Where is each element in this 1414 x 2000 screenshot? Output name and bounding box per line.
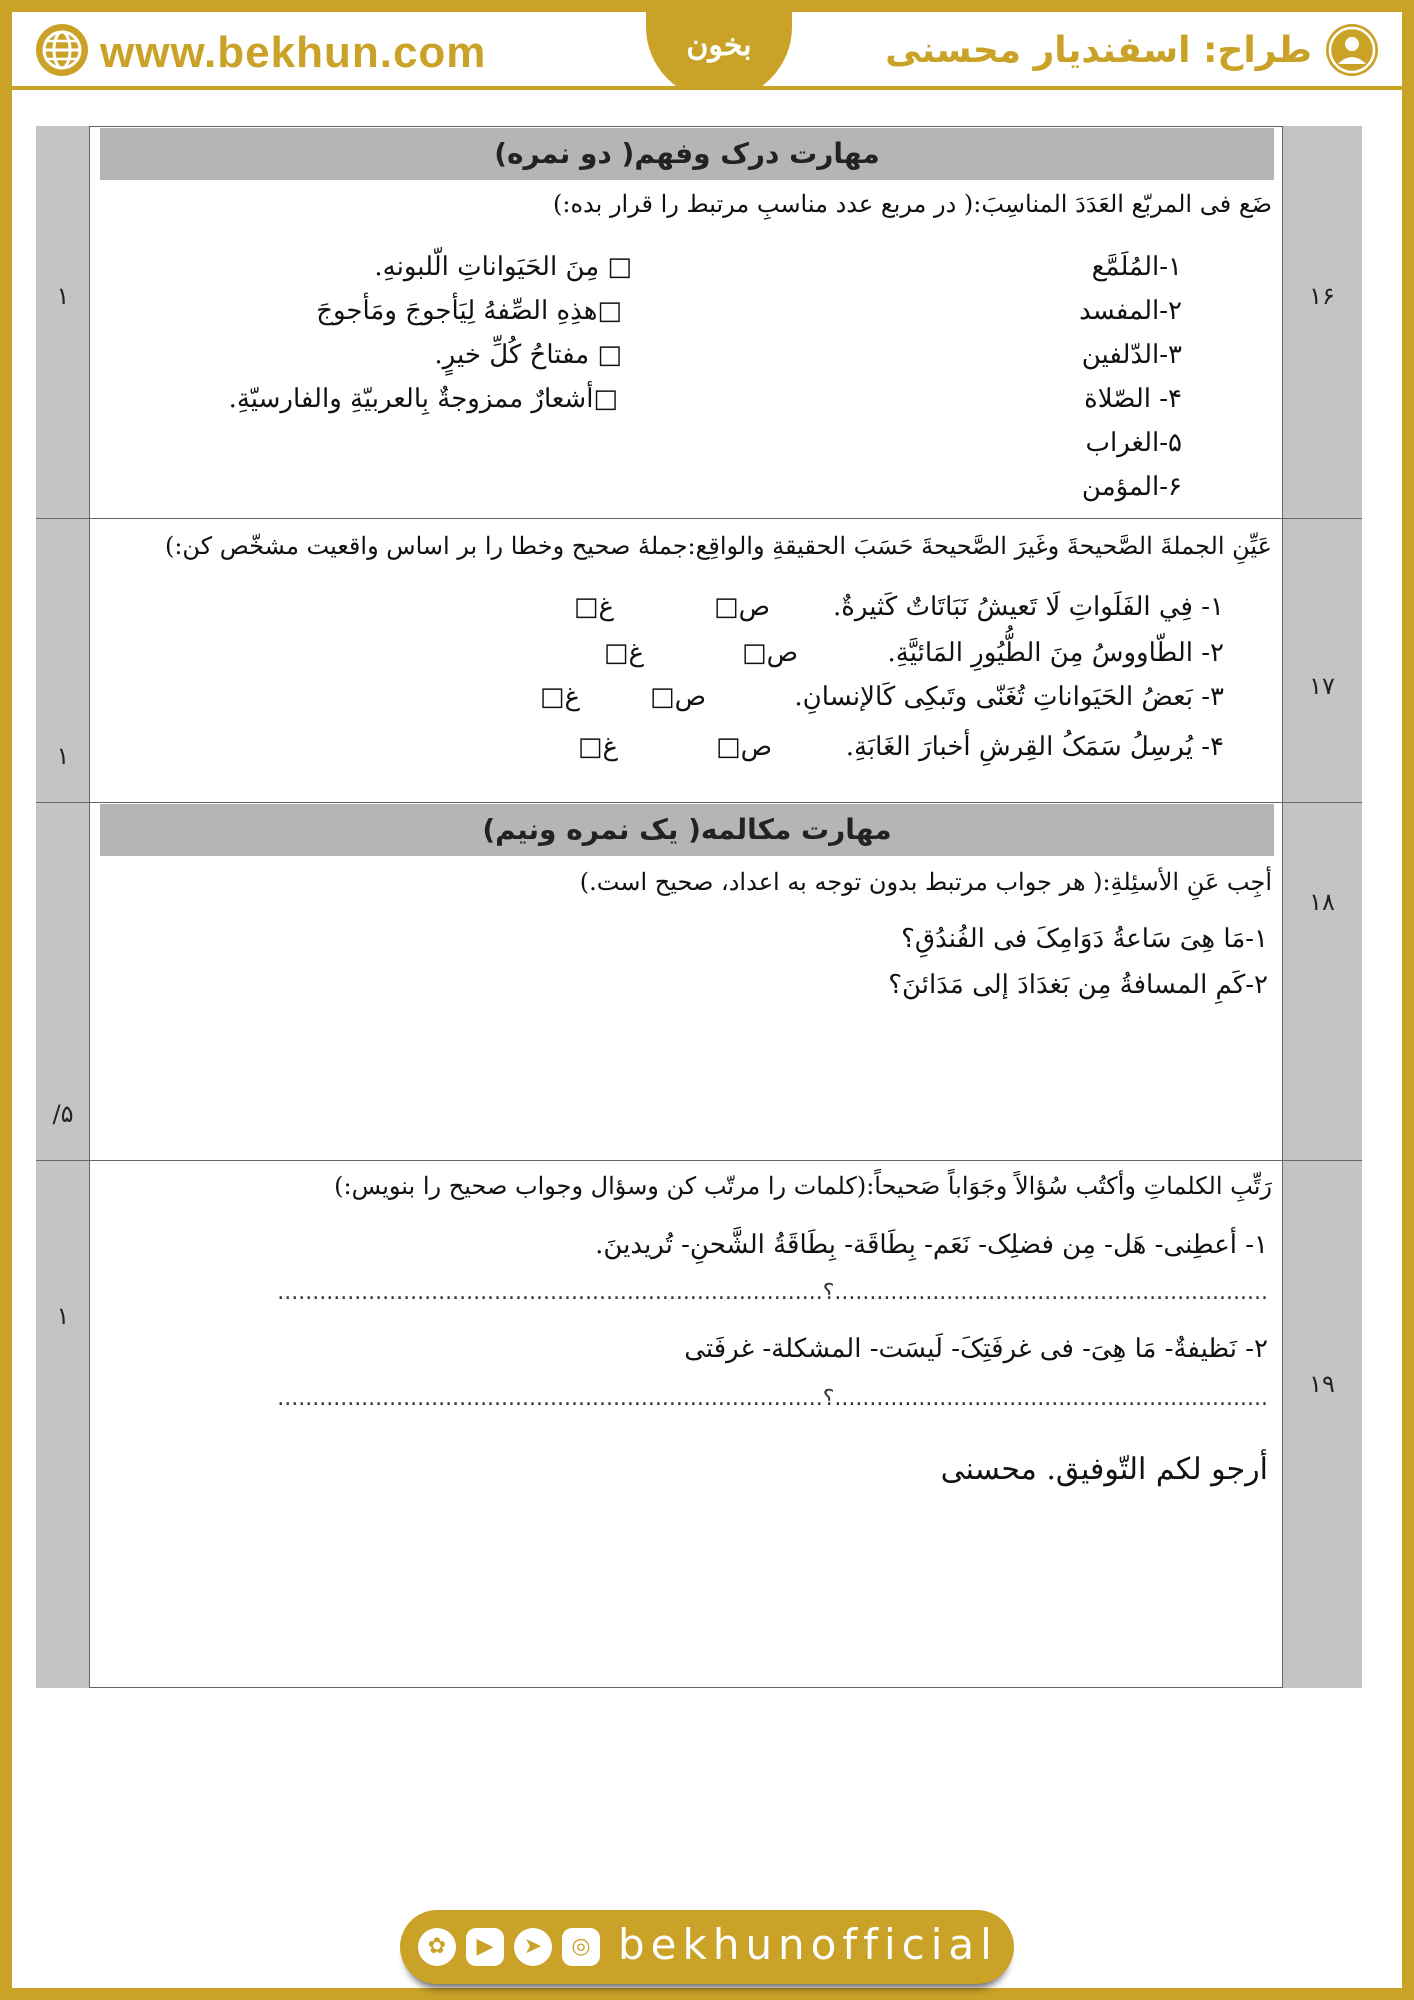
question-item: ۱-مَا هِیَ سَاعةُ دَوَامِکَ فی الفُندُقِ؟	[901, 924, 1268, 954]
telegram-icon[interactable]: ➤	[514, 1928, 552, 1966]
match-right-item[interactable]: □ مِنَ الحَیَواناتِ الّلبونهِ.	[374, 252, 632, 282]
site-url[interactable]: www.bekhun.com	[100, 28, 487, 77]
false-checkbox[interactable]: غ□	[577, 732, 618, 762]
question-number: ۱۸	[1309, 888, 1335, 916]
match-left-item: ۲-المفسد	[1079, 296, 1182, 326]
question-item: ۱- أعطِنی- هَل- مِن فضلِک- نَعَم- بِطَاقَة- بِطَاقَةُ الشَّحنِ- تُریدینَ.	[595, 1230, 1268, 1260]
youtube-icon[interactable]: ▶	[466, 1928, 504, 1966]
film-reel-icon[interactable]: ✿	[418, 1928, 456, 1966]
author-name: طراح: اسفندیار محسنی	[885, 30, 1312, 71]
question-instruction: ضَع فی المربّع العَدَدَ المناسِبَ:( در مربع عدد مناسبِ مرتبط را قرار بده:)	[553, 190, 1272, 218]
question-number: ۱۶	[1309, 282, 1335, 310]
row-divider	[36, 518, 1362, 519]
match-left-item: ۶-المؤمن	[1081, 472, 1182, 502]
true-false-item: ۲- الطّاووسُ مِنَ الطُّیُورِ المَائیَّةِ.	[887, 638, 1224, 668]
question-score: ۱	[56, 282, 70, 310]
instagram-icon[interactable]: ◎	[562, 1928, 600, 1966]
true-checkbox[interactable]: ص□	[742, 638, 798, 668]
closing-note: أرجو لكم التّوفیق. محسنی	[940, 1452, 1268, 1487]
match-right-item[interactable]: □أشعارٌ ممزوجةٌ بِالعربیّةِ والفارسیّةِ.	[228, 384, 618, 414]
match-right-item[interactable]: □ مفتاحُ كُلِّ خیرٍ.	[434, 340, 622, 370]
question-number: ۱۷	[1309, 672, 1335, 700]
true-false-item: ۴- یُرسِلُ سَمَکُ القِرشِ أخبارَ الغَابَةِ.	[845, 732, 1224, 762]
false-checkbox[interactable]: غ□	[573, 592, 614, 622]
question-item: ۲-کَمِ المسافةُ مِن بَغدَادَ إلی مَدَائنَ؟	[888, 970, 1268, 1000]
logo-text: بخون	[686, 28, 752, 63]
true-false-item: ۳- بَعضُ الحَیَواناتِ تُغَنّی وتَبکِی کَالإنسانِ.	[794, 682, 1224, 712]
question-score: ۱	[56, 742, 70, 770]
match-right-item[interactable]: □هذِهِ الصِّفهُ لِیَأجوجَ ومَأجوجَ	[316, 296, 622, 326]
true-false-item: ۱- فِي الفَلَواتِ لَا تَعیشُ نَبَاتَاتٌ كَثیرةٌ.	[832, 592, 1224, 622]
question-instruction: أجِب عَنِ الأسئِلةِ:( هر جواب مرتبط بدون توجه به اعداد، صحیح است.)	[579, 868, 1272, 896]
score-column	[36, 126, 90, 1688]
question-item: ۲- نَظیفةٌ- مَا هِیَ- فی غرفَتِکَ- لَیسَت- المشکلة- غرفَتی	[684, 1334, 1268, 1364]
match-left-item: ۵-الغراب	[1085, 428, 1182, 458]
question-instruction: رَتِّبِ الکلماتِ وأکتُب سُؤالاً وجَوَاباً صَحیحاً:(کلمات را مرتّب کن وسؤال وجواب صحیح را بنویس:)	[334, 1172, 1272, 1200]
row-divider	[36, 802, 1362, 803]
true-checkbox[interactable]: ص□	[650, 682, 706, 712]
false-checkbox[interactable]: غ□	[603, 638, 644, 668]
section-title-comprehension: مهارت درک وفهم( دو نمره)	[100, 128, 1274, 180]
answer-line[interactable]: ..............................................................؟..............................................................................	[277, 1386, 1268, 1411]
true-checkbox[interactable]: ص□	[716, 732, 772, 762]
false-checkbox[interactable]: غ□	[539, 682, 580, 712]
logo	[646, 12, 792, 100]
question-score: /۵	[52, 1100, 74, 1128]
question-instruction: عَیِّنِ الجملةَ الصَّحیحةَ وغَیرَ الصَّحیحةَ حَسَبَ الحقیقةِ والواقِع:جملهٔ صحیح وخطا را بر اساس واقعیت مشخّص کن:)	[164, 532, 1272, 560]
true-checkbox[interactable]: ص□	[714, 592, 770, 622]
match-left-item: ۴- الصّلاة	[1084, 384, 1182, 414]
user-icon	[1324, 22, 1380, 78]
social-footer	[400, 1910, 1014, 1984]
match-left-item: ۳-الدّلفین	[1081, 340, 1182, 370]
question-score: ۱	[56, 1302, 70, 1330]
section-title-conversation: مهارت مکالمه( یک نمره ونیم)	[100, 804, 1274, 856]
globe-icon	[34, 22, 90, 78]
answer-line[interactable]: ..............................................................؟..............................................................................	[277, 1280, 1268, 1305]
page-header	[12, 12, 1402, 90]
social-handle[interactable]: bekhunofficial	[618, 1920, 998, 1969]
row-divider	[36, 1160, 1362, 1161]
match-left-item: ۱-المُلَمَّع	[1091, 252, 1182, 282]
question-number: ۱۹	[1309, 1370, 1335, 1398]
